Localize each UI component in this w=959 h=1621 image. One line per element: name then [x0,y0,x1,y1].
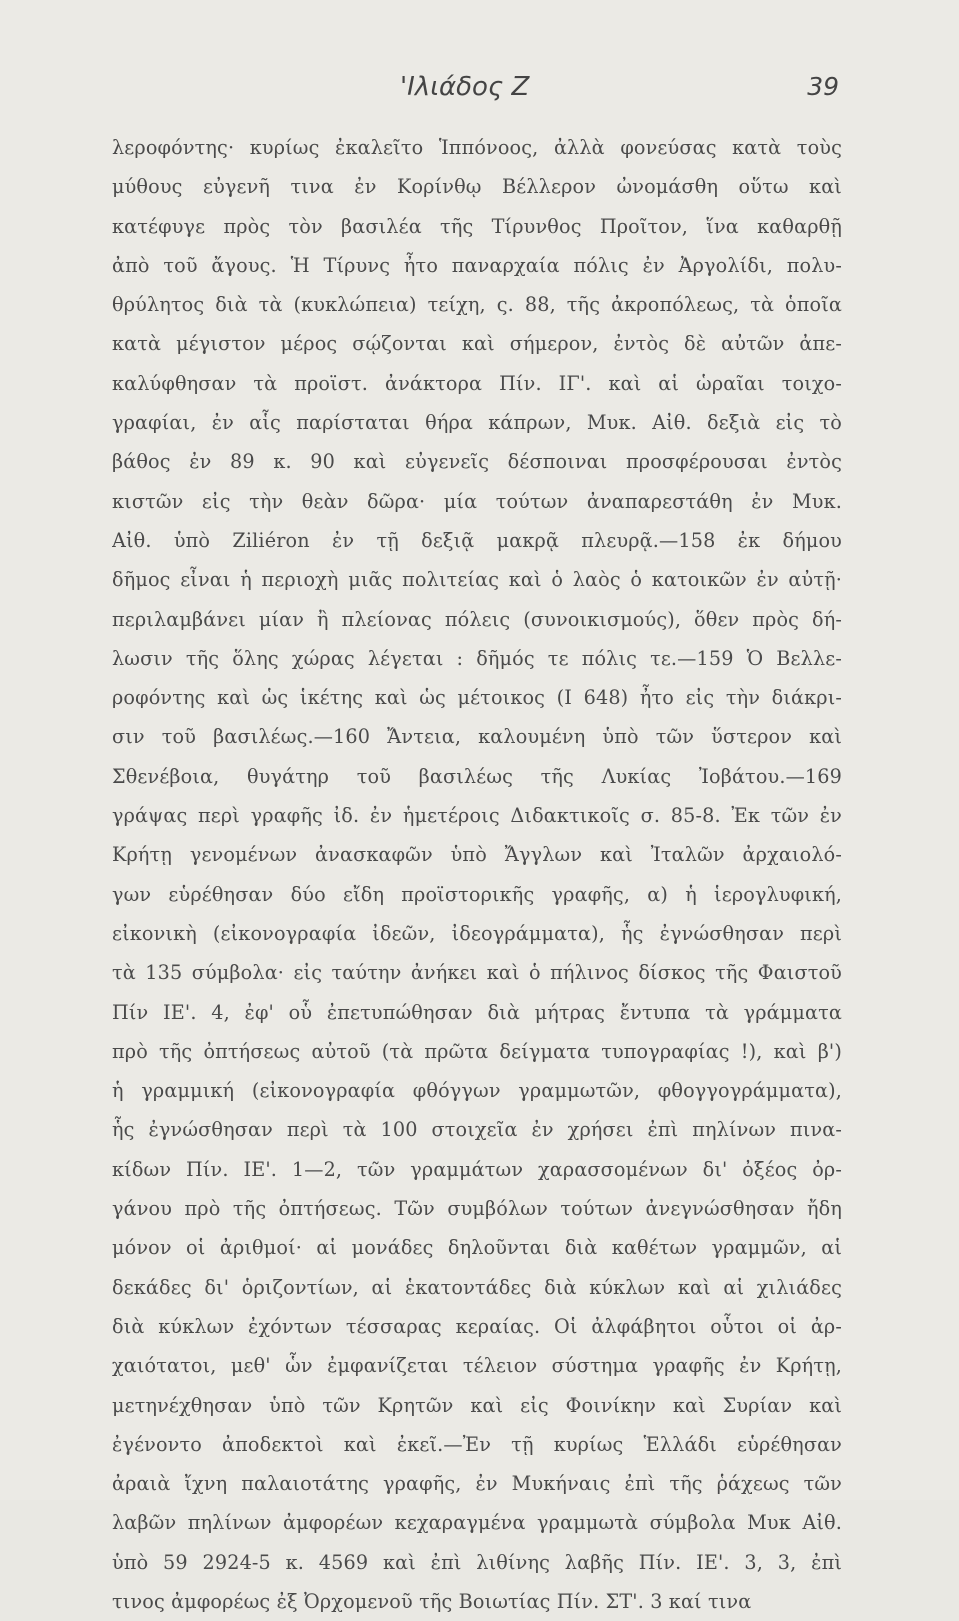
text-line: μόνον οἱ ἀριθμοί· αἱ μονάδες δηλοῦνται διὰ καθέτων γραμμῶν, αἱ [112,1236,842,1260]
text-line: μετηνέχθησαν ὑπὸ τῶν Κρητῶν καὶ εἰς Φοινίκην καὶ Συρίαν καὶ [112,1393,842,1417]
text-line: χαιότατοι, μεθ' ὧν ἐμφανίζεται τέλειον σύστημα γραφῆς ἐν Κρήτῃ, [112,1354,842,1378]
text-line: κατὰ μέγιστον μέρος σῴζονται καὶ σήμερον, ἐντὸς δὲ αὐτῶν ἀπε- [112,332,842,356]
text-line: Σθενέβοια, θυγάτηρ τοῦ βασιλέως τῆς Λυκίας Ἰοβάτου.—169 [112,764,842,788]
text-line: κίδων Πίν. ΙΕ'. 1—2, τῶν γραμμάτων χαρασσομένων δι' ὀξέος ὀρ- [112,1157,842,1181]
text-line: Πίν ΙΕ'. 4, ἐφ' οὗ ἐπετυπώθησαν διὰ μήτρας ἔντυπα τὰ γράμματα [112,1000,842,1024]
text-line: γράψας περὶ γραφῆς ἰδ. ἐν ἡμετέροις Διδακτικοῖς σ. 85-8. Ἐκ τῶν ἐν [112,804,842,828]
text-line: ἧς ἐγνώσθησαν περὶ τὰ 100 στοιχεῖα ἐν χρήσει ἐπὶ πηλίνων πινα- [112,1118,842,1142]
text-line: Κρήτῃ γενομένων ἀνασκαφῶν ὑπὸ Ἄγγλων καὶ Ἰταλῶν ἀρχαιολό- [112,843,842,867]
page-header [0,68,959,108]
text-line: ροφόντης καὶ ὡς ἱκέτης καὶ ὡς μέτοικος (Ι 648) ἦτο εἰς τὴν διάκρι- [112,686,842,710]
text-line: βάθος ἐν 89 κ. 90 καὶ εὐγενεῖς δέσποιναι προσφέρουσαι ἐντὸς [112,450,842,474]
text-line: τὰ 135 σύμβολα· εἰς ταύτην ἀνήκει καὶ ὁ πήλινος δίσκος τῆς Φαιστοῦ [112,961,842,985]
text-line: διὰ κύκλων ἐχόντων τέσσαρας κεραίας. Οἱ ἀλφάβητοι οὗτοι οἱ ἀρ- [112,1314,842,1338]
running-title: 'Ιλιάδος Ζ [400,72,530,102]
text-line: καλύφθησαν τὰ προϊστ. ἀνάκτορα Πίν. ΙΓ'. καὶ αἱ ὡραῖαι τοιχο- [112,371,842,395]
text-line: γων εὑρέθησαν δύο εἴδη προϊστορικῆς γραφῆς, α) ἡ ἱερογλυφική, [112,882,842,906]
text-line: δῆμος εἶναι ἡ περιοχὴ μιᾶς πολιτείας καὶ ὁ λαὸς ὁ κατοικῶν ἐν αὐτῇ· [112,568,842,592]
text-line: ἀραιὰ ἴχνη παλαιοτάτης γραφῆς, ἐν Μυκήναις ἐπὶ τῆς ῥάχεως τῶν [112,1472,842,1496]
text-line: πρὸ τῆς ὀπτήσεως αὐτοῦ (τὰ πρῶτα δείγματα τυπογραφίας !), καὶ β') [112,1039,842,1063]
text-line: γραφίαι, ἐν αἷς παρίσταται θήρα κάπρων, Μυκ. Αἰθ. δεξιὰ εἰς τὸ [112,411,842,435]
text-line: ὑπὸ 59 2924-5 κ. 4569 καὶ ἐπὶ λιθίνης λαβῆς Πίν. ΙΕ'. 3, 3, ἐπὶ [112,1550,842,1574]
text-line: κιστῶν εἰς τὴν θεὰν δῶρα· μία τούτων ἀναπαρεστάθη ἐν Μυκ. [112,489,842,513]
text-line: περιλαμβάνει μίαν ἢ πλείονας πόλεις (συνοικισμούς), ὅθεν πρὸς δή- [112,607,842,631]
text-line: ἀπὸ τοῦ ἄγους. Ἡ Τίρυνς ἦτο παναρχαία πόλις ἐν Ἀργολίδι, πολυ- [112,253,842,277]
text-line: Αἰθ. ὑπὸ Ziliéron ἐν τῇ δεξιᾷ μακρᾷ πλευρᾷ.—158 ἐκ δήμου [112,528,842,552]
text-line: γάνου πρὸ τῆς ὀπτήσεως. Τῶν συμβόλων τούτων ἀνεγνώσθησαν ἤδη [112,1197,842,1221]
page-number: 39 [807,72,839,101]
text-line: λαβῶν πηλίνων ἀμφορέων κεχαραγμένα γραμμωτὰ σύμβολα Μυκ Αἰθ. [112,1511,842,1535]
text-line: ἡ γραμμική (εἰκονογραφία φθόγγων γραμμωτῶν, φθογγογράμματα), [112,1079,842,1103]
text-line: εἰκονικὴ (εἰκονογραφία ἰδεῶν, ἰδεογράμματα), ἧς ἐγνώσθησαν περὶ [112,921,842,945]
text-line: ἐγένοντο ἀποδεκτοὶ καὶ ἐκεῖ.—Ἐν τῇ κυρίως Ἑλλάδι εὑρέθησαν [112,1432,842,1456]
text-line: λεροφόντης· κυρίως ἐκαλεῖτο Ἱππόνοος, ἀλλὰ φονεύσας κατὰ τοὺς [112,136,842,159]
text-line: δεκάδες δι' ὁριζοντίων, αἱ ἑκατοντάδες διὰ κύκλων καὶ αἱ χιλιάδες [112,1275,842,1299]
text-line: λωσιν τῆς ὅλης χώρας λέγεται : δῆμός τε πόλις τε.—159 Ὁ Βελλε- [112,646,842,670]
text-line: τινος ἀμφορέως ἐξ Ὀρχομενοῦ τῆς Βοιωτίας Πίν. ΣΤ'. 3 καί τινα [112,1589,752,1613]
text-line: θρύλητος διὰ τὰ (κυκλώπεια) τείχη, ς. 88, τῆς ἀκροπόλεως, τὰ ὁποῖα [112,293,842,317]
text-line: κατέφυγε πρὸς τὸν βασιλέα τῆς Τίρυνθος Προῖτον, ἵνα καθαρθῇ [112,214,842,238]
text-line: μύθους εὐγενῆ τινα ἐν Κορίνθῳ Βέλλερον ὠνομάσθη οὕτω καὶ [112,175,842,199]
text-line: σιν τοῦ βασιλέως.—160 Ἄντεια, καλουμένη ὑπὸ τῶν ὕστερον καὶ [112,725,842,749]
commentary-text [112,128,842,1621]
